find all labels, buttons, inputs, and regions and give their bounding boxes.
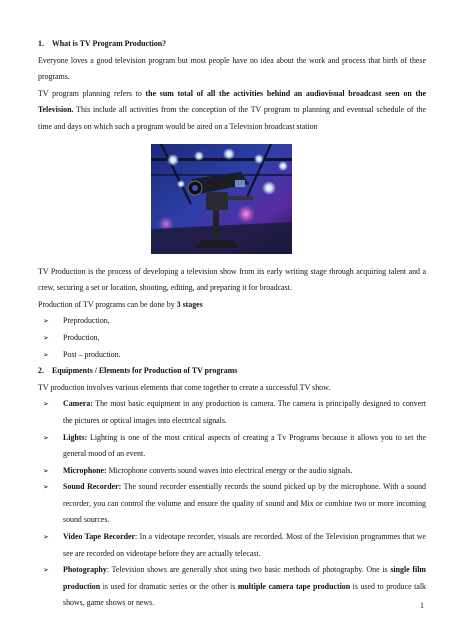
arrowhead-bullet-icon: ➢ xyxy=(43,317,49,326)
equipment-description: is used to produce talk shows, game shows or news. xyxy=(63,581,426,608)
equipment-term: Camera: xyxy=(63,399,93,409)
section-2-heading xyxy=(38,363,426,380)
equipment-term: Microphone: xyxy=(63,465,107,475)
section-1-number: 1. xyxy=(38,39,44,48)
paragraph-2-intro: TV program planning refers to xyxy=(38,88,146,98)
list-item-text: Production, xyxy=(63,332,100,342)
paragraph-4-intro: Production of TV programs can be done by xyxy=(38,299,177,309)
list-item xyxy=(38,562,426,612)
list-item xyxy=(38,313,426,330)
equipment-term: Sound Recorder: xyxy=(63,482,122,492)
section-1-paragraph-2 xyxy=(38,86,426,136)
stages-list xyxy=(38,313,426,363)
arrowhead-bullet-icon: ➢ xyxy=(43,400,49,409)
section-2-intro: TV production involves various elements that come together to create a successful TV show. xyxy=(38,382,331,392)
arrowhead-bullet-icon: ➢ xyxy=(43,483,49,492)
equipment-bold-phrase: single film production xyxy=(63,565,426,591)
section-1-title: What is TV Program Production? xyxy=(51,39,167,48)
section-1-heading xyxy=(38,36,426,53)
equipment-term: Lights: xyxy=(63,432,88,442)
tv-studio-photo xyxy=(151,144,292,254)
page-number: 1 xyxy=(420,601,424,610)
equipment-term: Video Tape Recorder xyxy=(63,532,135,542)
list-item xyxy=(38,347,426,364)
tv-studio-photo-container xyxy=(38,144,426,256)
arrowhead-bullet-icon: ➢ xyxy=(43,533,49,542)
paragraph-4-bold: 3 stages xyxy=(176,299,203,309)
equipment-term: Photography xyxy=(63,565,107,575)
equipment-description: Microphone converts sound waves into electrical energy or the audio signals. xyxy=(106,465,353,475)
equipment-bold-phrase: multiple camera tape production xyxy=(237,581,351,591)
paragraph-2-rest: This include all activities from the conception of the TV program to planning and eventual schedule of the time and days on which such a program would be aired on a Television broadcast station xyxy=(38,105,426,131)
equipment-list xyxy=(38,396,426,612)
section-1-paragraph-4 xyxy=(38,297,426,314)
equipment-description: : Television shows are generally shot using two basic methods of photography. One is xyxy=(106,565,391,575)
list-item xyxy=(38,396,426,429)
section-2-title: Equipments / Elements for Production of TV programs xyxy=(51,366,238,376)
arrowhead-bullet-icon: ➢ xyxy=(43,466,49,475)
section-2-number: 2. xyxy=(38,366,44,376)
tv-studio-camera-image xyxy=(151,144,292,254)
section-1-paragraph-1: Everyone loves a good television program but most people have no idea about the work and process that birth of these programs. xyxy=(38,55,426,82)
equipment-description: The sound recorder essentially records the sound picked up by the microphone. With a sound recorder, you can control the volume and ensure the quality of sound and Mix or combine two or more incoming sound sources. xyxy=(63,482,426,525)
list-item-text: Preproduction, xyxy=(63,316,110,326)
document-body xyxy=(38,36,426,612)
list-item xyxy=(38,463,426,480)
list-item xyxy=(38,430,426,463)
list-item xyxy=(38,529,426,562)
equipment-description: The most basic equipment in any production is camera. The camera is principally designed to convert the pictures or optical images into electrical signals. xyxy=(63,399,426,425)
arrowhead-bullet-icon: ➢ xyxy=(43,333,49,342)
equipment-description: : In a videotape recorder, visuals are recorded. Most of the Television programmes that we see are recorded on videotape before they are actually telecast. xyxy=(63,532,427,558)
equipment-description: Lighting is one of the most critical aspects of creating a Tv Programs because it allows you to set the general mood of an event. xyxy=(63,432,426,459)
section-1-paragraph-3: TV Production is the process of developing a television show from its early writing stage through acquiring talent and a crew, securing a set or location, shooting, editing, and preparing it for broadcast. xyxy=(38,266,426,293)
list-item-text: Post – production. xyxy=(63,349,121,359)
arrowhead-bullet-icon: ➢ xyxy=(43,566,49,575)
paragraph-2-bold: the sum total of all the activities behind an audiovisual broadcast seen on the Television. xyxy=(38,88,426,115)
arrowhead-bullet-icon: ➢ xyxy=(43,433,49,442)
arrowhead-bullet-icon: ➢ xyxy=(43,350,49,359)
list-item xyxy=(38,330,426,347)
list-item xyxy=(38,479,426,529)
equipment-description: is used for dramatic series or the other is xyxy=(100,581,238,591)
